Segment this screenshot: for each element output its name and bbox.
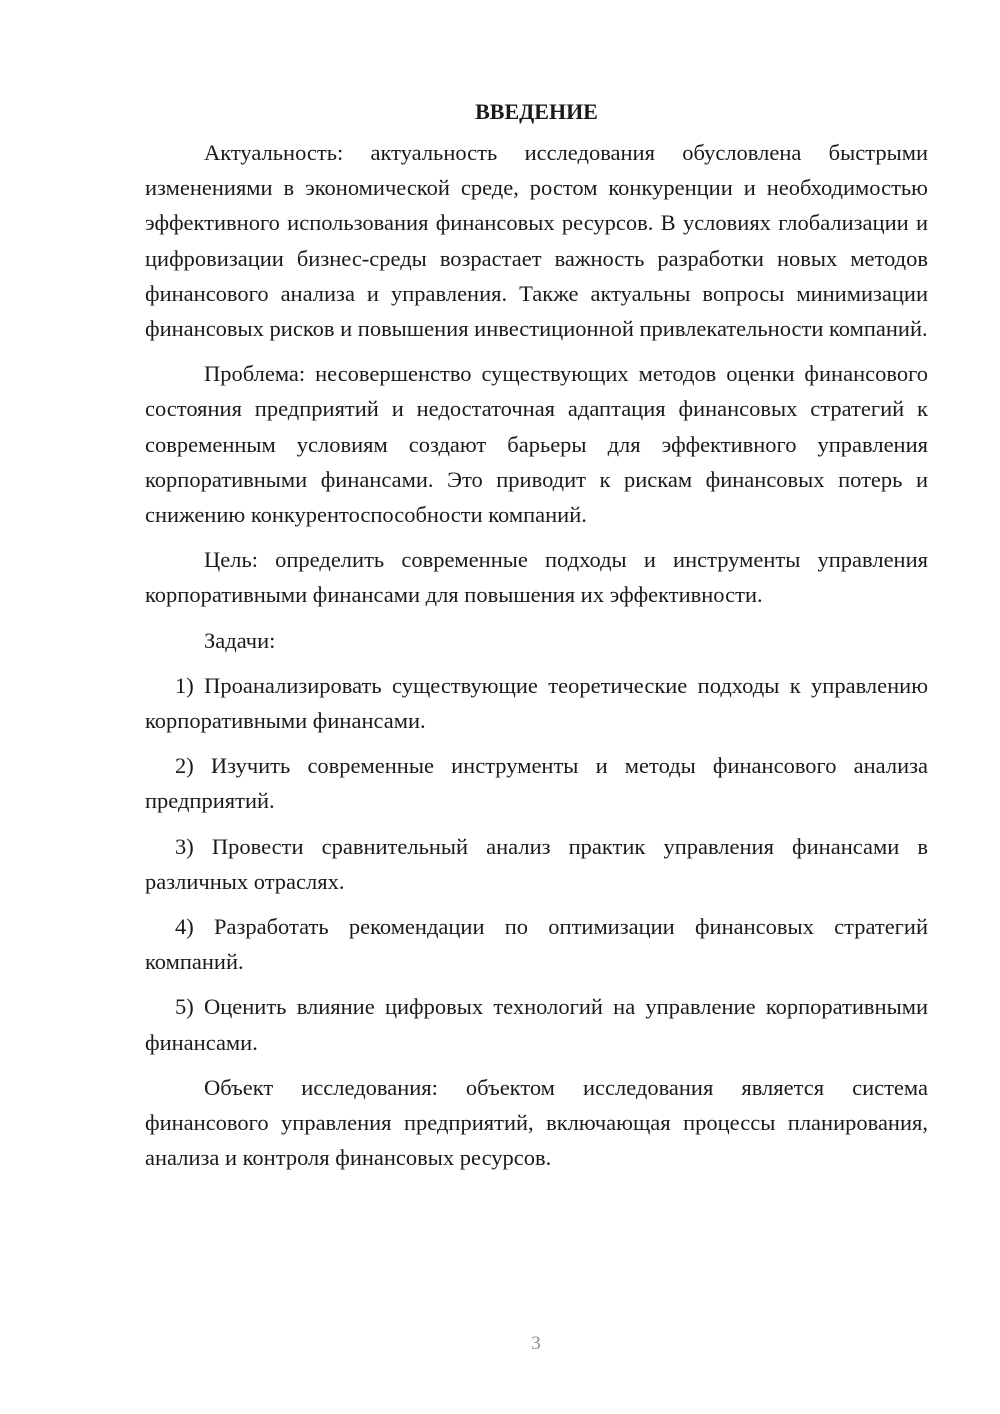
page-content	[145, 94, 928, 1185]
paragraph-tasks-label: Задачи:	[204, 627, 276, 653]
task-item-3: 3) Провести сравнительный анализ практик управления финансами в различных отраслях.	[145, 833, 928, 894]
task-item-5: 5) Оценить влияние цифровых технологий на управление корпоративными финансами.	[145, 994, 928, 1055]
page-number: 3	[531, 1333, 541, 1354]
paragraph-relevance: Актуальность: актуальность исследования обусловлена быстрыми изменениями в экономической среде, ростом конкуренции и необходимостью эффективного использования финансовых ресурсов. В условиях глобализации и цифровизации бизнес-среды возрастает важность разработки новых методов финансового анализа и управления. Также актуальны вопросы минимизации финансовых рисков и повышения инвестиционной привлекательности компаний.	[145, 140, 928, 342]
task-item-2: 2) Изучить современные инструменты и методы финансового анализа предприятий.	[145, 753, 928, 814]
task-item-1: 1) Проанализировать существующие теоретические подходы к управлению корпоративными финансами.	[145, 672, 928, 734]
paragraph-object: Объект исследования: объектом исследования является система финансового управления предприятий, включающая процессы планирования, анализа и контроля финансовых ресурсов.	[145, 1074, 928, 1171]
paragraph-goal: Цель: определить современные подходы и инструменты управления корпоративными финансами для повышения их эффективности.	[145, 547, 928, 608]
section-heading: ВВЕДЕНИЕ	[475, 99, 598, 124]
task-item-4: 4) Разработать рекомендации по оптимизации финансовых стратегий компаний.	[145, 914, 928, 975]
paragraph-problem: Проблема: несовершенство существующих методов оценки финансового состояния предприятий и недостаточная адаптация финансовых стратегий к современным условиям создают барьеры для эффективного управления корпоративными финансами. Это приводит к рискам финансовых потерь и снижению конкурентоспособности компаний.	[145, 361, 928, 528]
